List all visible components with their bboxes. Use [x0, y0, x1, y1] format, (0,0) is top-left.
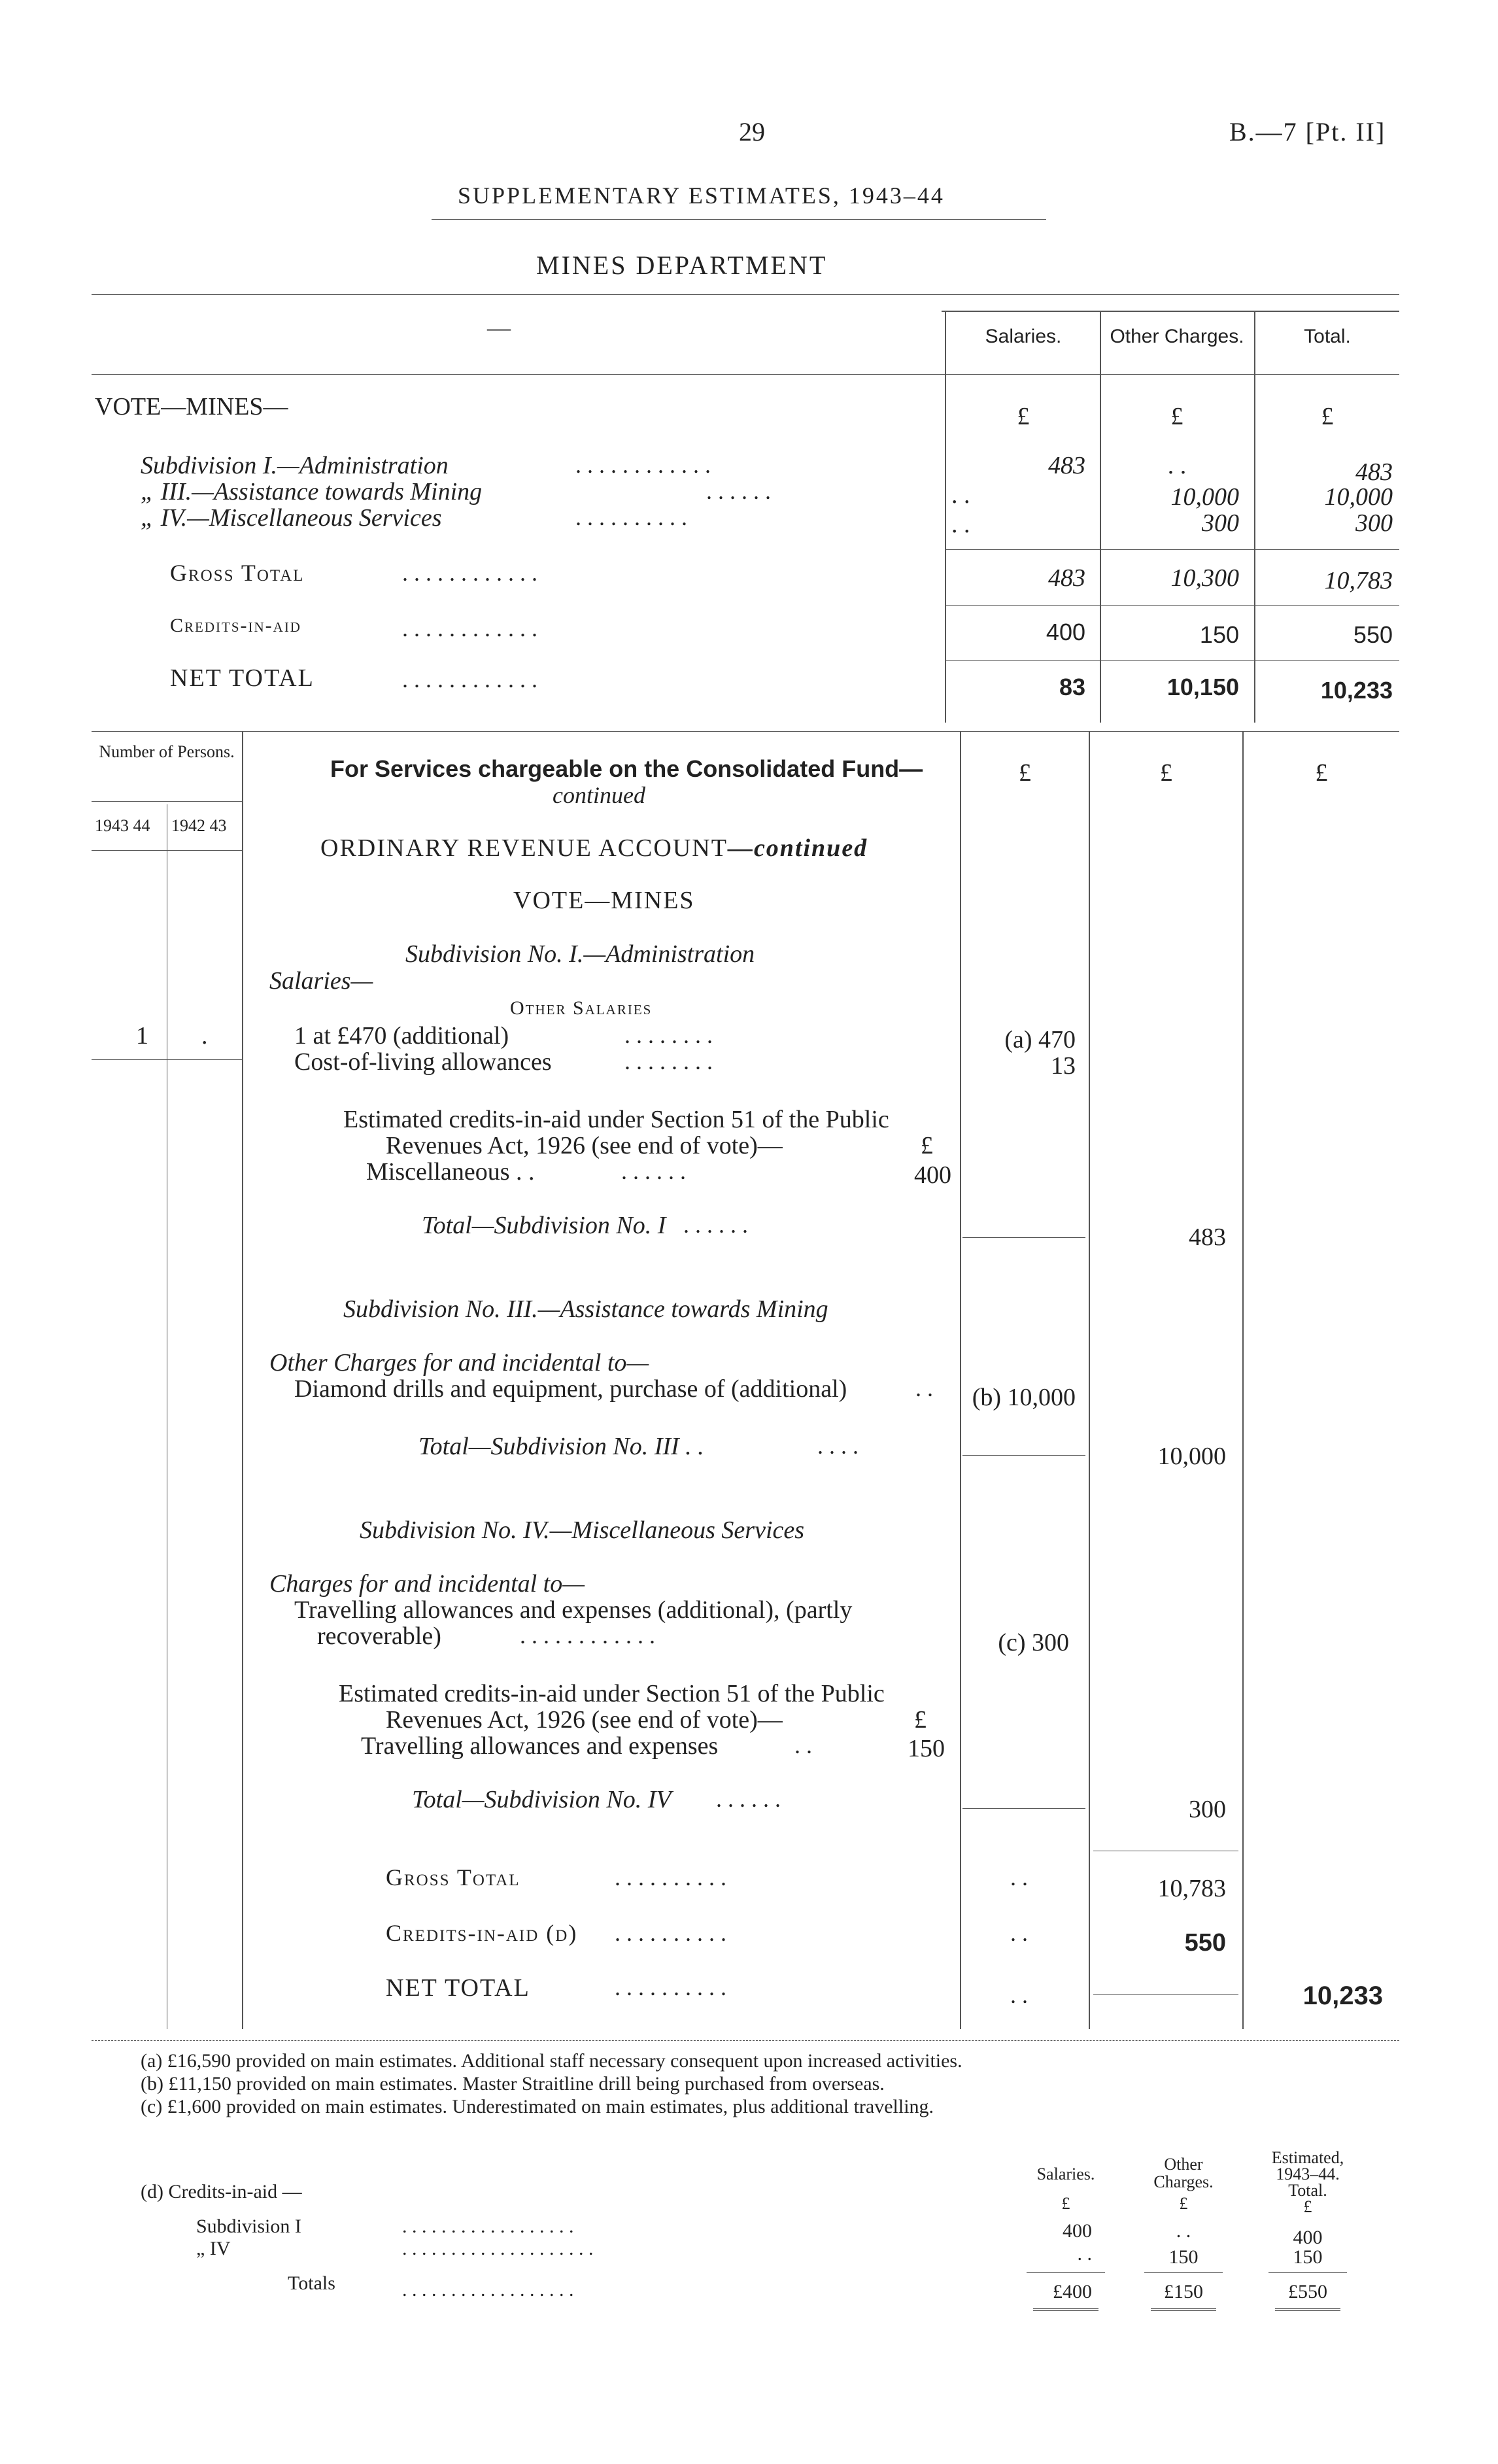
- detail-credits-col1: . .: [1010, 1920, 1028, 1946]
- summary-credits-rule: [945, 660, 1399, 661]
- credits-totals-label: Totals: [288, 2272, 335, 2294]
- persons-header: Number of Persons.: [99, 742, 235, 761]
- credits-row-salaries: 400: [1063, 2220, 1092, 2242]
- summary-row-leader: . . . . . . . . . . . .: [575, 452, 711, 478]
- department-rule: [92, 294, 1399, 295]
- sub4-line1b-label: recoverable): [317, 1622, 441, 1650]
- summary-row-leader: . . . . . .: [706, 478, 771, 504]
- detail-bottom-rule: [92, 2040, 1399, 2041]
- year-1942-43: 1942 43: [171, 816, 227, 835]
- sub1-persons-rule: [92, 1059, 242, 1060]
- credits-row-other: 150: [1168, 2246, 1199, 2268]
- sub3-charges-label: Other Charges for and incidental to—: [269, 1349, 649, 1377]
- credits-row-other: . .: [1176, 2220, 1191, 2242]
- sub4-total-label: Total—Subdivision No. IV: [412, 1786, 672, 1813]
- account-continued: —continued: [727, 834, 868, 862]
- summary-net-leader: . . . . . . . . . . . .: [402, 666, 537, 693]
- credits-totals-rule-other: [1144, 2272, 1223, 2273]
- summary-credits-total: 550: [1353, 621, 1393, 648]
- summary-row-other: . .: [1167, 452, 1187, 479]
- sub1-title: Subdivision No. I.—Administration: [405, 940, 755, 968]
- sub1-persons-1942: .: [201, 1022, 208, 1050]
- sub1-line1-label: 1 at £470 (additional): [294, 1022, 509, 1050]
- credits-row-total: 400: [1293, 2227, 1323, 2248]
- detail-pound-col3: £: [1315, 759, 1328, 787]
- sub1-credits-text2: Revenues Act, 1926 (see end of vote)—: [386, 1132, 783, 1159]
- summary-credits-label: Credits-in-aid: [170, 615, 301, 636]
- summary-header-rule: [92, 374, 1399, 375]
- persons-header-rule: [92, 801, 242, 802]
- summary-row-total: 300: [1355, 509, 1393, 537]
- sub4-credits-text1: Estimated credits-in-aid under Section 51 of the Public: [339, 1680, 885, 1707]
- credits-col-total-b: 1943–44.: [1276, 2165, 1340, 2183]
- detail-net-label: NET TOTAL: [386, 1974, 530, 2002]
- credits-totals-rule-total: [1268, 2272, 1347, 2273]
- detail-credits-amount: 550: [1184, 1929, 1226, 1957]
- detail-gross-amount: 10,783: [1157, 1875, 1226, 1902]
- summary-net-other: 10,150: [1166, 674, 1239, 700]
- summary-row-salaries: . .: [951, 481, 970, 509]
- sub1-total-leader: . . . . . .: [683, 1212, 748, 1238]
- sub4-title: Subdivision No. IV.—Miscellaneous Services: [360, 1516, 805, 1544]
- sub4-line1-leader: . . . . . . . . . . . .: [520, 1622, 655, 1649]
- credits-totals-total: £550: [1288, 2281, 1327, 2302]
- col-header-total: Total.: [1304, 326, 1351, 347]
- col-header-salaries: Salaries.: [985, 326, 1062, 347]
- detail-vote: VOTE—MINES: [513, 887, 695, 914]
- summary-row-other: 300: [1202, 509, 1239, 537]
- detail-divider-col3: [1242, 731, 1244, 2029]
- sub1-credits-text1: Estimated credits-in-aid under Section 51 of the Public: [343, 1106, 889, 1133]
- credits-double-rule-total: [1275, 2308, 1340, 2311]
- sub4-total-rule: [962, 1808, 1085, 1809]
- col-header-other-charges: Other Charges.: [1110, 326, 1244, 347]
- summary-row-total: 10,000: [1324, 483, 1393, 511]
- sub1-line2-leader: . . . . . . . .: [624, 1048, 713, 1074]
- sub4-line1-amount: (c) 300: [998, 1629, 1069, 1656]
- sub3-line1-leader: . .: [915, 1375, 933, 1401]
- detail-divider-col2: [1089, 731, 1090, 2029]
- sub1-salaries-label: Salaries—: [269, 967, 373, 995]
- detail-gross-col1: . .: [1010, 1864, 1028, 1891]
- credits-row-salaries: . .: [1077, 2243, 1092, 2265]
- credits-row-label: Subdivision I: [196, 2216, 301, 2237]
- sub1-line1-leader: . . . . . . . .: [624, 1022, 713, 1048]
- credits-pound-salaries: £: [1061, 2194, 1070, 2213]
- summary-row-other: 10,000: [1170, 483, 1239, 511]
- sub4-line1a-label: Travelling allowances and expenses (additional), (partly: [294, 1596, 853, 1624]
- sub1-line1-amount: (a) 470: [1004, 1026, 1076, 1053]
- fund-title: For Services chargeable on the Consolidated Fund—: [330, 755, 923, 782]
- detail-divider-persons: [242, 731, 243, 2029]
- credits-pound-other: £: [1179, 2194, 1188, 2213]
- sub3-line1-amount: (b) 10,000: [972, 1384, 1076, 1411]
- account-name: ORDINARY REVENUE ACCOUNT: [320, 834, 728, 862]
- detail-net-col1: . .: [1010, 1982, 1028, 2008]
- sub3-total-label: Total—Subdivision No. III . .: [418, 1433, 704, 1460]
- fund-continued: continued: [553, 782, 645, 808]
- page-number: 29: [739, 117, 765, 146]
- sub1-persons-1943: 1: [136, 1022, 148, 1050]
- sub4-credits-item: Travelling allowances and expenses: [361, 1732, 719, 1760]
- footnote-b: (b) £11,150 provided on main estimates. Master Straitline drill being purchased from overseas.: [141, 2073, 885, 2095]
- detail-pound-col2: £: [1160, 759, 1172, 787]
- summary-top-rule: [942, 311, 1399, 312]
- document-ref: B.—7 [Pt. II]: [1229, 117, 1386, 146]
- summary-gross-salaries: 483: [1048, 564, 1085, 592]
- summary-gross-label: Gross Total: [170, 560, 305, 586]
- credits-col-salaries: Salaries.: [1036, 2165, 1095, 2183]
- years-rule: [92, 850, 242, 851]
- summary-row-label: „ IV.—Miscellaneous Services: [141, 504, 442, 532]
- detail-net-amount: 10,233: [1302, 1981, 1383, 2010]
- sub4-total-leader: . . . . . .: [716, 1786, 781, 1812]
- summary-net-total: 10,233: [1320, 677, 1393, 704]
- credits-totals-rule-salaries: [1027, 2272, 1105, 2273]
- credits-pound-total: £: [1303, 2197, 1312, 2216]
- sub4-credits-text2: Revenues Act, 1926 (see end of vote)—: [386, 1706, 783, 1734]
- sub1-total-rule: [962, 1237, 1085, 1238]
- year-1943-44: 1943 44: [95, 816, 150, 835]
- summary-net-label: NET TOTAL: [170, 664, 315, 692]
- credits-col-other-b: Charges.: [1153, 2172, 1214, 2191]
- summary-credits-salaries: 400: [1046, 619, 1085, 645]
- summary-row-salaries: 483: [1048, 452, 1085, 479]
- detail-gross-label: Gross Total: [386, 1864, 520, 1891]
- sub1-credits-pound: £: [921, 1132, 933, 1159]
- summary-vote-label: VOTE—MINES—: [95, 393, 288, 420]
- summary-credits-leader: . . . . . . . . . . . .: [402, 615, 537, 642]
- credits-double-rule-salaries: [1033, 2308, 1098, 2311]
- department-title: MINES DEPARTMENT: [536, 250, 828, 280]
- credits-totals-salaries: £400: [1053, 2281, 1092, 2302]
- credits-table-label: (d) Credits-in-aid —: [141, 2181, 302, 2202]
- summary-pound-total: £: [1321, 403, 1334, 430]
- detail-top-rule: [92, 731, 1399, 732]
- sub4-credits-pound: £: [914, 1706, 927, 1734]
- summary-dash: —: [487, 315, 511, 341]
- detail-net-rule: [1093, 1994, 1238, 1995]
- footnote-c: (c) £1,600 provided on main estimates. Underestimated on main estimates, plus additional travelling.: [141, 2096, 934, 2117]
- sub1-credits-item: Miscellaneous . .: [366, 1158, 535, 1186]
- sub4-credits-amount: 150: [908, 1735, 945, 1762]
- summary-gross-other: 10,300: [1170, 564, 1239, 592]
- summary-gross-total: 10,783: [1324, 567, 1393, 594]
- account-title: [320, 834, 868, 863]
- detail-gross-leader: . . . . . . . . . .: [615, 1864, 726, 1891]
- sub3-title: Subdivision No. III.—Assistance towards Mining: [343, 1295, 828, 1323]
- sub1-line2-amount: 13: [1051, 1052, 1076, 1080]
- page-title: SUPPLEMENTARY ESTIMATES, 1943–44: [458, 182, 945, 209]
- summary-gross-rule: [945, 605, 1399, 606]
- summary-pound-other: £: [1170, 403, 1183, 430]
- sub4-charges-label: Charges for and incidental to—: [269, 1570, 585, 1598]
- sub3-total-rule: [962, 1455, 1085, 1456]
- credits-totals-leader: . . . . . . . . . . . . . . . . . .: [402, 2279, 574, 2301]
- summary-gross-leader: . . . . . . . . . . . .: [402, 560, 537, 586]
- detail-divider-col1: [960, 731, 961, 2029]
- sub3-total: 10,000: [1157, 1443, 1226, 1470]
- sub3-line1-label: Diamond drills and equipment, purchase of (additional): [294, 1375, 847, 1403]
- footnote-a: (a) £16,590 provided on main estimates. Additional staff necessary consequent upon increased activities.: [141, 2050, 962, 2072]
- sub1-total: 483: [1189, 1223, 1226, 1251]
- title-rule: [432, 219, 1046, 220]
- detail-pound-col1: £: [1019, 759, 1031, 787]
- sub1-total-label: Total—Subdivision No. I: [422, 1212, 666, 1239]
- credits-col-total-c: Total.: [1288, 2181, 1327, 2200]
- detail-net-leader: . . . . . . . . . .: [615, 1974, 726, 2000]
- detail-credits-leader: . . . . . . . . . .: [615, 1920, 726, 1946]
- credits-row-total: 150: [1293, 2246, 1323, 2268]
- summary-row-label: Subdivision I.—Administration: [141, 452, 449, 479]
- detail-credits-label: Credits-in-aid (d): [386, 1920, 578, 1946]
- summary-pound-salaries: £: [1017, 403, 1030, 430]
- credits-row-leader: . . . . . . . . . . . . . . . . . . . .: [402, 2238, 594, 2259]
- summary-row-total: 483: [1355, 458, 1393, 486]
- sub1-credits-amount: 400: [914, 1161, 951, 1189]
- sub3-total-leader: . . . .: [817, 1433, 859, 1459]
- sub4-credits-leader: . .: [794, 1732, 812, 1758]
- summary-row-salaries: . .: [951, 511, 970, 538]
- sub1-line2-label: Cost-of-living allowances: [294, 1048, 552, 1076]
- sub4-total: 300: [1189, 1796, 1226, 1823]
- credits-row-leader: . . . . . . . . . . . . . . . . . .: [402, 2216, 574, 2237]
- sub1-credits-leader: . . . . . .: [621, 1158, 686, 1184]
- summary-row-leader: . . . . . . . . . .: [575, 504, 687, 530]
- credits-double-rule-other: [1151, 2308, 1216, 2311]
- summary-net-salaries: 83: [1059, 674, 1085, 700]
- credits-col-other-a: Other: [1164, 2155, 1203, 2174]
- summary-row-label: „ III.—Assistance towards Mining: [141, 478, 483, 505]
- summary-credits-other: 150: [1199, 621, 1239, 648]
- credits-col-total-a: Estimated,: [1271, 2148, 1344, 2167]
- sub1-other-salaries: Other Salaries: [510, 997, 653, 1019]
- credits-row-label: „ IV: [196, 2238, 231, 2259]
- credits-totals-other: £150: [1164, 2281, 1203, 2302]
- summary-subtotal-rule: [945, 549, 1399, 550]
